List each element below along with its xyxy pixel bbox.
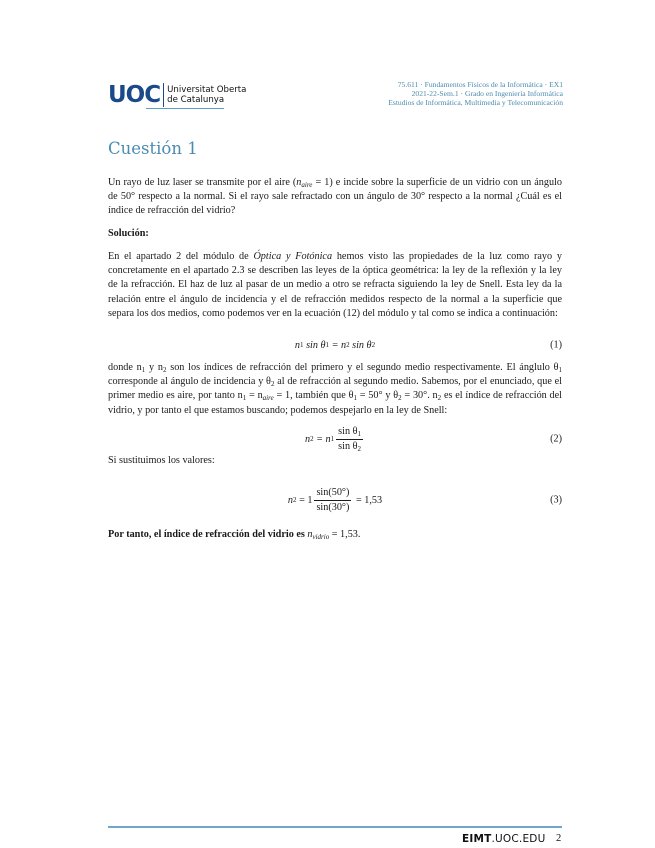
footer-rule [108,826,562,828]
equation-1-number: (1) [550,339,562,351]
explanation-text: donde $n_1$ y $n_2$ son los índices de refracción del primero y el segundo medio respectivamente. El ánglulo $\theta_1$ corresponde al ángulo de incidencia y $\theta_2$ al de refracción al segundo medio. Sabemos, por el enunciado, que el primer medio es aire, por tanto $n_1 = n_{aire} = 1$, también que $\theta_1 = 50^\circ$ y $\theta_2 = 30^\circ$. $n_2$ es el índice de refracción del vidrio, y por tanto el que estamos buscando; podemos despejarlo en la ley de Snell: [108,362,563,416]
logo-separator [163,83,164,107]
equation-2-fraction: $\frac{\sin \theta_1}{\sin \theta_2}$ [338,425,361,453]
equation-2: n 2 = n 1 $\frac{\sin \theta_1}{\sin \theta_2}$ (2) [305,425,562,453]
header-info [388,80,563,108]
equation-3-fraction: $\frac{\sin(50^\circ)}{\sin(30^\circ)}$ [316,486,350,513]
logo-line-1: Universitat Oberta [167,85,247,95]
solution-text: En el apartado 2 del módulo de Óptica y Fotónica hemos visto las propiedades de la luz como rayo y concretamente en el apartado 2.3 se describen las leyes de la óptica geométrica: la ley de la reflexión y la ley de la refracción. El haz de luz al pasar de un medio a otro se refracta siguiendo la ley de Snell. Esta ley da la relación entre el ángulo de incidencia y el de refracción medidos respecto de la normal a la superficie que separa los dos medios, como podemos ver en la ecuación (12) del módulo y tal como se indica a continuación: [108,251,562,319]
equation-2-number: (2) [550,433,562,445]
equation-1: n 1 sin θ 1 = n 2 sin θ 2 (1) [294,339,562,351]
uoc-logo [108,80,246,110]
logo-underline [146,108,224,109]
logo-mark: UOC [108,81,161,108]
page-number: 2 [556,833,562,844]
equation-3: n 2 = 1 $\frac{\sin(50^\circ)}{\sin(30^\circ)}$ = 1,53 (3) [287,486,562,513]
logo-name [167,85,246,105]
logo-line-2: de Catalunya [167,95,225,105]
solution-label: Solución: [108,228,149,239]
footer-brand: EIMT.UOC.EDU [462,833,546,845]
term-line: 2021-22-Sem.1 · Grado en Ingeniería Informática [411,89,563,99]
course-line: 75.611 · Fundamentos Físicos de la Informática · EX1 [397,80,563,89]
conclusion-text: Por tanto, el índice de refracción del vidrio es $n_{vidrio} = 1,53$. [108,529,361,541]
equation-3-number: (3) [550,494,562,506]
studies-line: Estudios de Informática, Multimedia y Telecomunicación [388,98,563,108]
question-text: Un rayo de luz laser se transmite por el aire $(n_{aire} = 1)$ e incide sobre la superficie de un vidrio con un ángulo de 50° respecto a la normal. Si el rayo sale refractado con un ángulo de 30° respecto a la normal ¿Cuál es el índice de refracción del vidrio? [108,177,562,217]
question-title: Cuestión 1 [108,139,198,158]
substitute-text: Si sustituimos los valores: [108,455,215,466]
